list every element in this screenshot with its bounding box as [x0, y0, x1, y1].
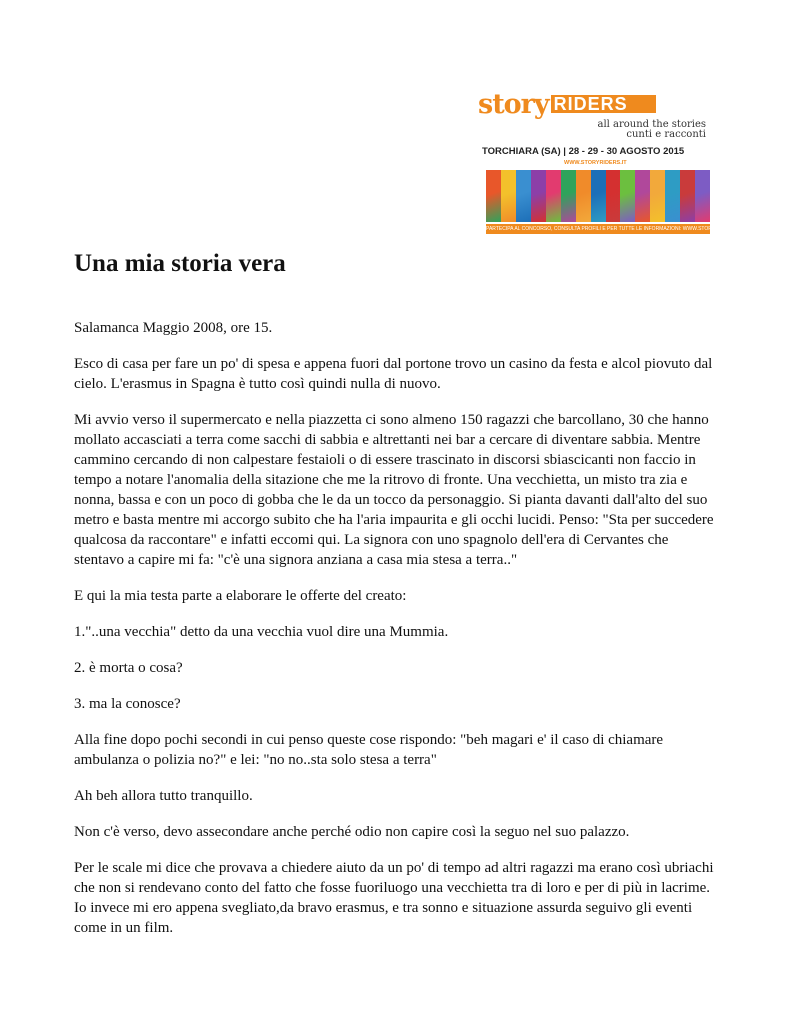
story-riders-logo [478, 89, 740, 232]
logo-wordmark [478, 90, 718, 120]
logo-portrait-tile [486, 170, 501, 222]
page-title: Una mia storia vera [74, 250, 286, 277]
story-paragraph: Per le scale mi dice che provava a chiedere aiuto da un po' di tempo ad altri ragazzi ma erano così ubriachi che non si rendevano conto del fatto che fosse fuoriluogo una vecchietta tra di loro e per di più in lacrime. Io invece mi ero appena svegliato,da bravo erasmus, e tra sonno e situazione assurda seguivo gli eventi come in un film. [74, 860, 714, 936]
story-paragraph: Non c'è verso, devo assecondare anche perché odio non capire così la seguo nel suo palazzo. [74, 824, 630, 840]
logo-portrait-tile [591, 170, 606, 222]
story-paragraph: Salamanca Maggio 2008, ore 15. [74, 320, 273, 336]
logo-portrait-tile [635, 170, 650, 222]
logo-portrait-collage [486, 170, 710, 222]
story-body [74, 318, 722, 954]
story-paragraph: 3. ma la conosce? [74, 696, 181, 712]
story-paragraph: 2. è morta o cosa? [74, 660, 183, 676]
logo-portrait-tile [531, 170, 546, 222]
logo-story-text: story [478, 89, 549, 120]
logo-portrait-tile [680, 170, 695, 222]
logo-portrait-tile [516, 170, 531, 222]
logo-portrait-tile [501, 170, 516, 222]
logo-portrait-tile [620, 170, 635, 222]
story-paragraph: Esco di casa per fare un po' di spesa e appena fuori dal portone trovo un casino da festa e alcol piovuto dal cielo. L'erasmus in Spagna è tutto così quindi nulla di nuovo. [74, 356, 713, 392]
logo-portrait-tile [650, 170, 665, 222]
logo-url: WWW.STORYRIDERS.IT [564, 160, 627, 166]
logo-portrait-tile [606, 170, 621, 222]
logo-tagline-1: all around the stories [597, 119, 706, 130]
logo-portrait-tile [665, 170, 680, 222]
logo-portrait-tile [546, 170, 561, 222]
story-paragraph: Ah beh allora tutto tranquillo. [74, 788, 253, 804]
logo-portrait-tile [695, 170, 710, 222]
logo-tagline-2: cunti e racconti [626, 129, 706, 140]
story-paragraph: Alla fine dopo pochi secondi in cui penso queste cose rispondo: "beh magari e' il caso di chiamare ambulanza o polizia no?" e lei: "no no..sta solo stesa a terra" [74, 732, 664, 768]
logo-riders-text: RIDERS [551, 95, 656, 113]
story-paragraph: Mi avvio verso il supermercato e nella piazzetta ci sono almeno 150 ragazzi che barcollano, 30 che hanno mollato accasciati a terra come sacchi di sabbia e altrettanti nei bar a cercare di diventare sabbia. Mentre cammino cercando di non calpestare festaioli o di essere trascinato in discorsi sbiascicanti non faccio in tempo a notare l'anomalia della sitazione che me la ritrovo di fronte. Una vecchietta, un misto tra zia e nonna, bassa e con un poco di gobba che le da un tocco da personaggio. Si pianta davanti dall'alto del suo metro e basta mentre mi accorgo subito che ha l'aria impaurita e gli occhi lucidi. Penso: "Sta per succedere qualcosa da raccontare" e infatti eccomi qui. La signora con uno spagnolo dell'era di Cervantes che stentavo a capire mi fa: "c'è una signora anziana a casa mia stesa a terra.." [74, 412, 714, 568]
logo-portrait-tile [561, 170, 576, 222]
logo-event-info: TORCHIARA (SA) | 28 - 29 - 30 AGOSTO 2015 [482, 146, 685, 157]
logo-portrait-tile [576, 170, 591, 222]
story-paragraph: E qui la mia testa parte a elaborare le offerte del creato: [74, 588, 407, 604]
story-paragraph: 1."..una vecchia" detto da una vecchia vuol dire una Mummia. [74, 624, 449, 640]
logo-footer-bar: PARTECIPA AL CONCORSO, CONSULTA PROFILI E PER TUTTE LE INFORMAZIONI: WWW.STORYRIDERS.IT [486, 226, 740, 232]
